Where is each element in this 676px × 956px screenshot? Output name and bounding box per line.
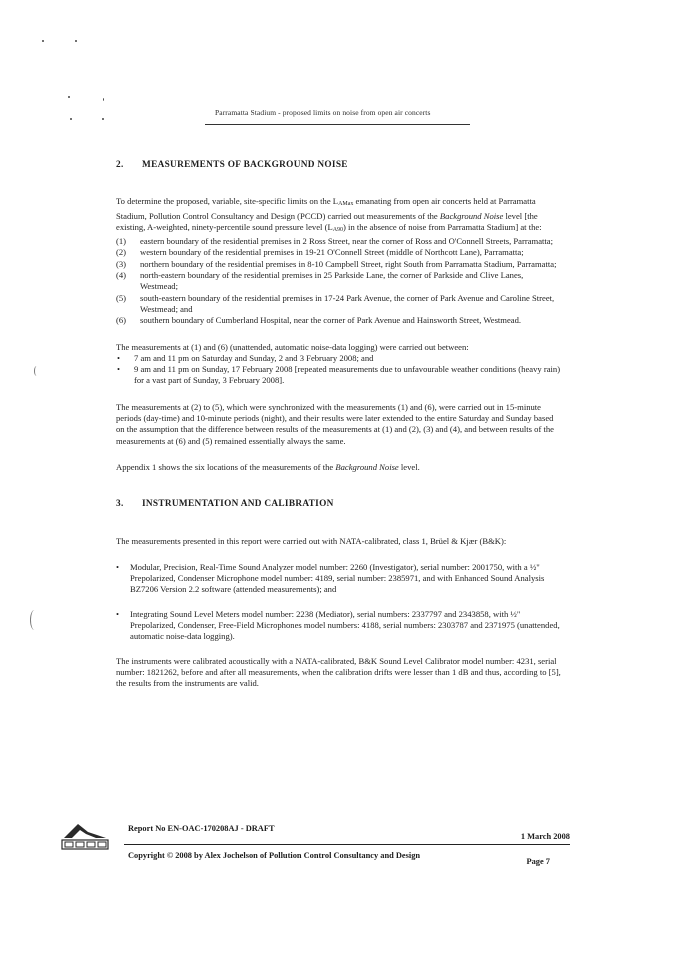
list-item <box>116 259 562 270</box>
scan-speck <box>103 98 104 101</box>
section-number: 3. <box>116 499 124 510</box>
intro-text: To determine the proposed, variable, site-specific limits on the L <box>116 196 339 207</box>
location-list <box>116 236 562 326</box>
synchronized-paragraph: The measurements at (2) to (5), which were synchronized with the measurements (1) and (6), were carried out in 15-minute periods (day-time) and 10-minute periods (night), and their results were later extended to the entire Saturday and Sunday based on the assumption that the difference between results of the measurements at (1) and (2), (3) and (4), and between results of the measurements at (6) and (5) remained essentially always the same. <box>116 401 554 446</box>
scan-mark <box>30 610 39 630</box>
instrument-list <box>116 562 562 643</box>
bullet-icon: • <box>117 352 121 363</box>
item-text: 7 am and 11 pm on Saturday and Sunday, 2 and 3 February 2008; and <box>134 352 374 363</box>
list-item <box>116 353 562 364</box>
scan-mark <box>34 366 39 376</box>
appendix-text: level. <box>398 461 420 472</box>
intro-text: ) in the absence of noise from Parramatta Stadium] at the: <box>343 221 542 232</box>
footer-rule <box>124 844 570 845</box>
item-text: north-eastern boundary of the residential premises in 25 Parkside Lane, the corner of Parkside and Clive Lanes, Westmead; <box>140 270 524 292</box>
item-number: (2) <box>116 247 127 258</box>
section-3-heading <box>116 499 562 510</box>
item-text: Integrating Sound Level Meters model number: 2238 (Mediator), serial numbers: 2337797 and 2343858, with ½" Prepolarized, Condenser, Free-Field Microphones model numbers: 4188, serial numbers: 2303787 and 2371975 (unattended, automatic noise-data logging). <box>130 608 560 642</box>
report-number: Report No EN-OAC-170208AJ - DRAFT <box>128 824 275 833</box>
appendix-text: Appendix 1 shows the six locations of the measurements of the <box>116 461 336 472</box>
header-rule <box>205 124 470 125</box>
unattended-intro: The measurements at (1) and (6) (unattended, automatic noise-data logging) were carried out between: <box>116 341 469 352</box>
list-item <box>116 609 562 643</box>
item-text: 9 am and 11 pm on Sunday, 17 February 2008 [repeated measurements due to unfavourable weather conditions (heavy rain) for a vast part of Sunday, 3 February 2008]. <box>134 364 561 386</box>
section-number: 2. <box>116 160 124 170</box>
section-title: INSTRUMENTATION AND CALIBRATION <box>142 499 334 510</box>
item-number: (1) <box>116 236 127 247</box>
running-header: Parramatta Stadium - proposed limits on noise from open air concerts <box>215 108 431 117</box>
subscript: A90 <box>332 226 344 233</box>
italic-term: Background Noise <box>439 210 504 221</box>
calibration-paragraph: The instruments were calibrated acoustically with a NATA-calibrated, B&K Sound Level Calibrator model number: 4231, serial number: 1821262, before and after all measurements, when the calibration drifts were lesser than 1 dB and thus, according to [5], the results from the instruments are valid. <box>116 655 561 689</box>
scan-speck <box>102 118 104 120</box>
section-2-intro <box>116 196 562 236</box>
item-text: south-eastern boundary of the residential premises in 17-24 Park Avenue, the corner of Park Avenue and Caroline Street, Westmead; and <box>140 292 555 314</box>
bullet-icon: • <box>117 364 121 375</box>
page-number: Page 7 <box>526 857 550 866</box>
appendix-paragraph <box>116 462 562 473</box>
item-text: Modular, Precision, Real-Time Sound Analyzer model number: 2260 (Investigator), serial number: 2001750, with a ½" Prepolarized, Condenser Microphone model number: 4189, serial number: 2385971, and with Enhanced Sound Analysis BZ7206 Version 2.2 software (attended measurements); and <box>130 561 545 595</box>
item-text: northern boundary of the residential premises in 8-10 Campbell Street, right South from Parramatta Stadium, Parramatta; <box>140 258 557 269</box>
scan-speck <box>68 96 70 98</box>
list-item <box>116 315 562 326</box>
item-number: (3) <box>116 258 127 269</box>
item-number: (5) <box>116 292 127 303</box>
list-item <box>116 236 562 247</box>
page-content <box>116 160 562 690</box>
section-2-heading <box>116 160 562 171</box>
copyright-notice: Copyright © 2008 by Alex Jochelson of Pollution Control Consultancy and Design <box>128 851 421 860</box>
list-item <box>116 247 562 258</box>
item-text: southern boundary of Cumberland Hospital, near the corner of Park Avenue and Hainsworth Street, Westmead. <box>140 315 522 326</box>
report-date: 1 March 2008 <box>520 832 570 841</box>
item-text: western boundary of the residential premises in 19-21 O'Connell Street (middle of Northcott Lane), Parramatta; <box>140 247 524 258</box>
scan-speck <box>75 40 77 42</box>
list-item <box>116 270 562 293</box>
unattended-list <box>116 353 562 387</box>
item-number: (6) <box>116 315 127 326</box>
scan-speck <box>70 118 72 120</box>
scan-speck <box>42 40 44 42</box>
section-3-intro: The measurements presented in this report were carried out with NATA-calibrated, class 1, Brüel & Kjær (B&K): <box>116 535 507 546</box>
list-item <box>116 364 562 387</box>
bullet-icon: • <box>116 608 120 619</box>
italic-term: Background Noise <box>335 461 399 472</box>
pccd-logo-icon <box>60 822 110 854</box>
subscript: AMax <box>338 201 354 208</box>
item-number: (4) <box>116 270 127 281</box>
intro-text: emanating from open air concerts held at Parramatta Stadium, Pollution Control Consultancy and Design (PCCD) carried out measurements of the <box>116 196 536 221</box>
item-text: eastern boundary of the residential premises in 2 Ross Street, near the corner of Ross and O'Connell Streets, Parramatta; <box>140 236 553 247</box>
bullet-icon: • <box>116 561 120 572</box>
list-item <box>116 562 562 596</box>
intro-text: level [the existing, A-weighted, ninety-percentile sound pressure level (L <box>116 210 538 232</box>
list-item <box>116 293 562 316</box>
section-title: MEASUREMENTS OF BACKGROUND NOISE <box>142 160 348 170</box>
